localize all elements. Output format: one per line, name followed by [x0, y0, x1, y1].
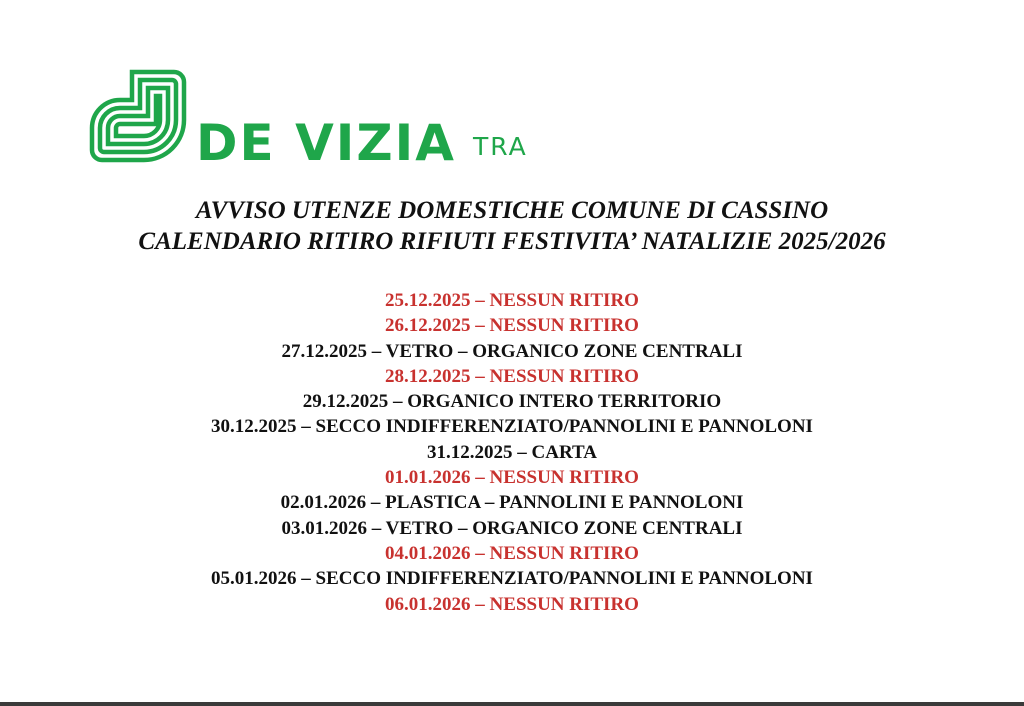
logo-mark-icon	[88, 68, 188, 164]
logo-name: DE VIZIA	[196, 114, 456, 172]
schedule-row: 26.12.2025 – NESSUN RITIRO	[385, 315, 639, 337]
logo-suffix: TRA	[473, 132, 528, 161]
bottom-divider	[0, 702, 1024, 706]
schedule-row: 29.12.2025 – ORGANICO INTERO TERRITORIO	[302, 391, 722, 413]
schedule-row: 06.01.2026 – NESSUN RITIRO	[385, 593, 639, 615]
heading-line-2: CALENDARIO RITIRO RIFIUTI FESTIVITA’ NATALIZIE 2025/2026	[138, 228, 886, 255]
schedule-row: 30.12.2025 – SECCO INDIFFERENZIATO/PANNOLINI E PANNOLONI	[211, 416, 813, 438]
notice-heading	[0, 195, 1024, 257]
schedule-row: 05.01.2026 – SECCO INDIFFERENZIATO/PANNOLINI E PANNOLONI	[211, 568, 813, 590]
schedule-row: 25.12.2025 – NESSUN RITIRO	[385, 290, 639, 311]
schedule-row: 02.01.2026 – PLASTICA – PANNOLINI E PANNOLONI	[280, 492, 744, 514]
schedule-row: 31.12.2025 – CARTA	[427, 441, 597, 463]
heading-line-1: AVVISO UTENZE DOMESTICHE COMUNE DI CASSINO	[195, 197, 829, 224]
schedule-row: 27.12.2025 – VETRO – ORGANICO ZONE CENTRALI	[281, 340, 743, 362]
schedule-row: 04.01.2026 – NESSUN RITIRO	[385, 542, 639, 564]
schedule-row: 01.01.2026 – NESSUN RITIRO	[385, 467, 639, 489]
collection-schedule	[0, 288, 1024, 617]
schedule-row: 03.01.2026 – VETRO – ORGANICO ZONE CENTRALI	[281, 517, 743, 539]
company-logo	[88, 68, 558, 172]
schedule-row: 28.12.2025 – NESSUN RITIRO	[385, 365, 639, 387]
